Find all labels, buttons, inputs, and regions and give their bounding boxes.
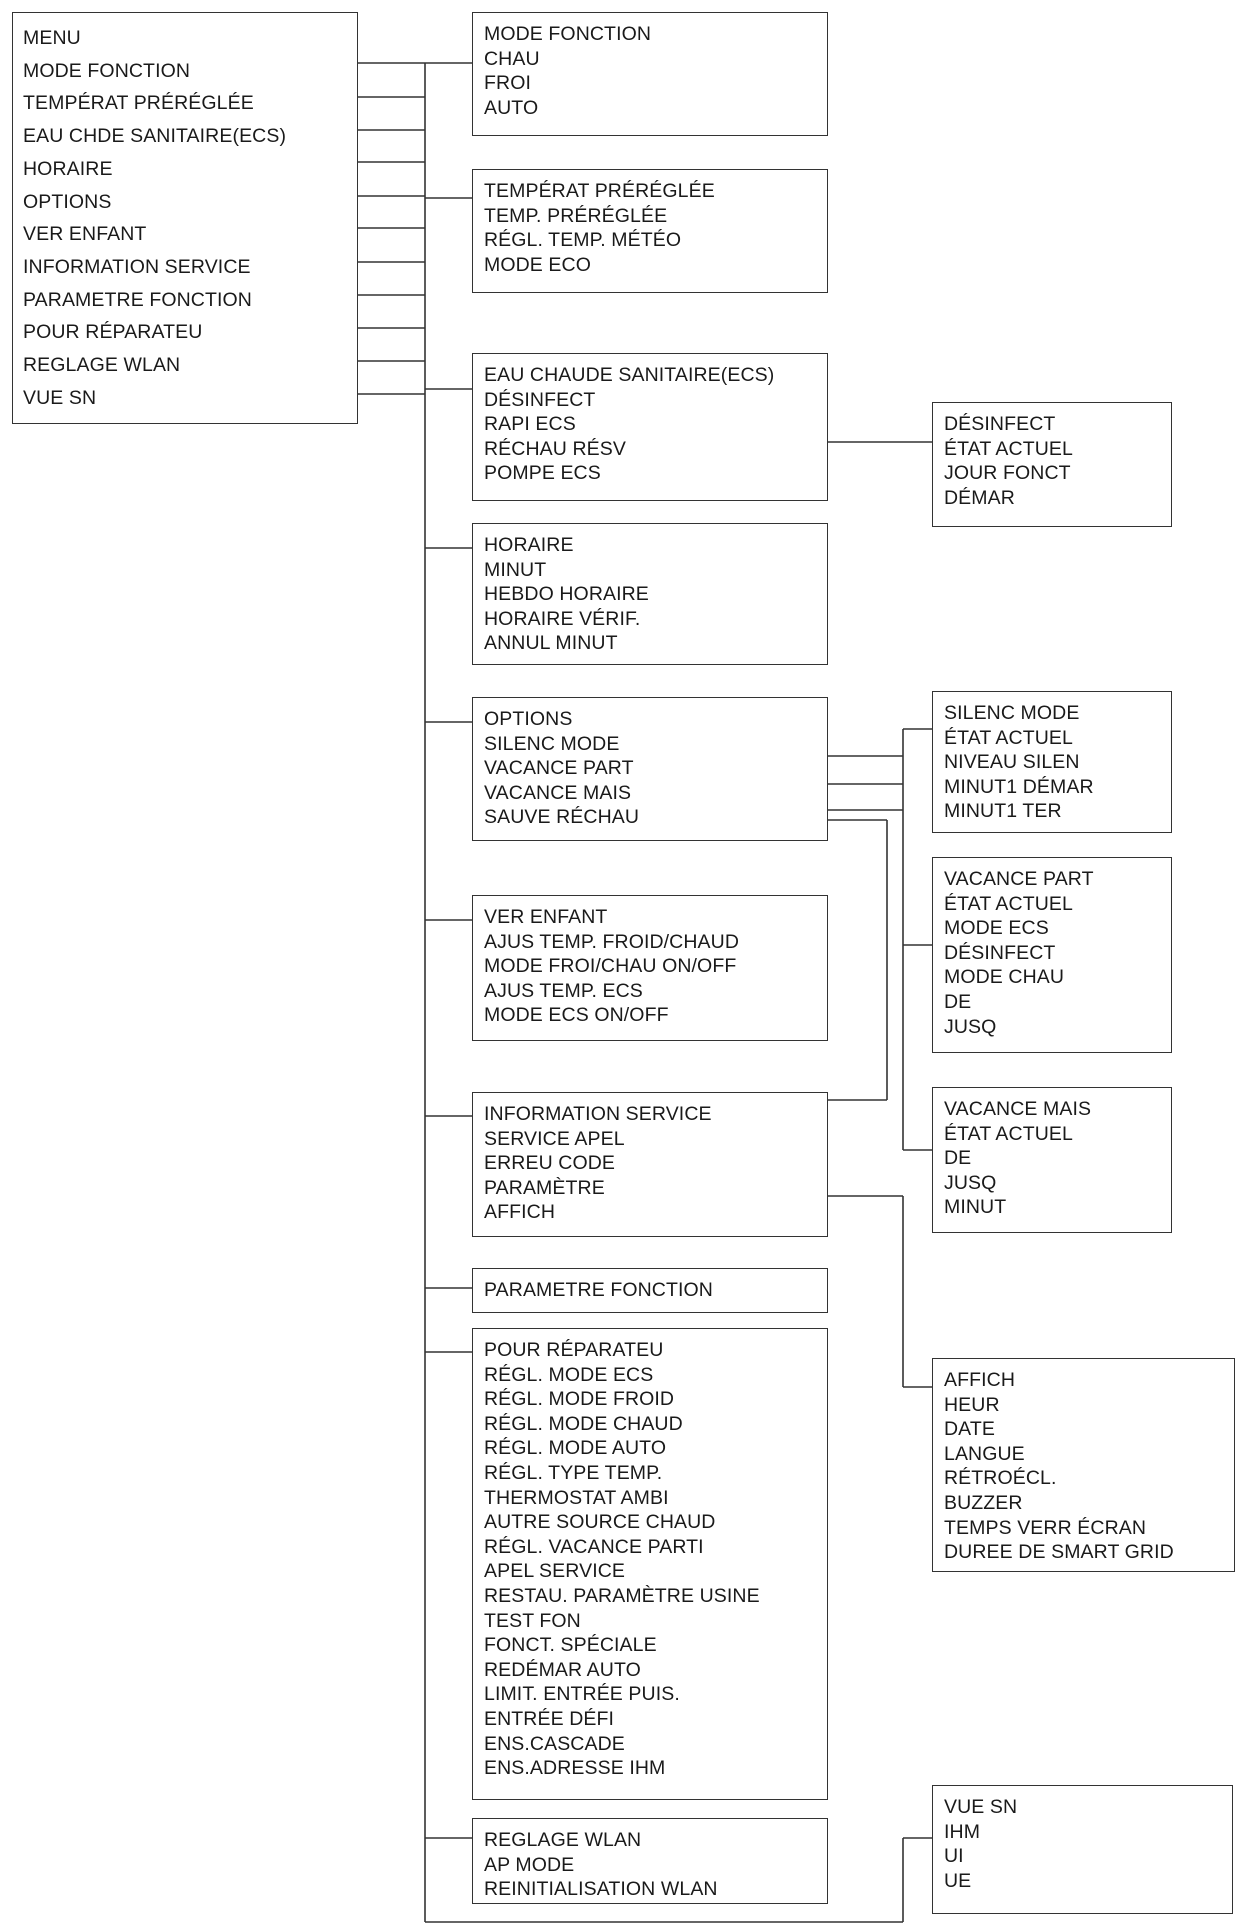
vacance-part-item: ÉTAT ACTUEL xyxy=(944,892,1073,915)
vacance-part-item: DÉSINFECT xyxy=(944,941,1056,964)
options-item: VACANCE PART xyxy=(484,757,634,780)
information-service-item: PARAMÈTRE xyxy=(484,1176,605,1199)
vacance-part-item: MODE ECS xyxy=(944,917,1049,940)
eau-chaude-sanitaire-title: EAU CHAUDE SANITAIRE(ECS) xyxy=(484,364,775,386)
detail-box-desinfect xyxy=(932,402,1172,527)
submenu-box-eau-chaude-sanitaire xyxy=(472,353,828,501)
information-service-title: INFORMATION SERVICE xyxy=(484,1103,712,1125)
mode-fonction-item: FROI xyxy=(484,72,531,95)
pour-reparateu-item: TEST FON xyxy=(484,1609,581,1632)
pour-reparateu-item: AUTRE SOURCE CHAUD xyxy=(484,1511,716,1534)
submenu-box-temperat-prereglee xyxy=(472,169,828,293)
pour-reparateu-item: FONCT. SPÉCIALE xyxy=(484,1634,657,1657)
pour-reparateu-item: LIMIT. ENTRÉE PUIS. xyxy=(484,1683,680,1706)
options-item: VACANCE MAIS xyxy=(484,781,632,804)
menu-item: TEMPÉRAT PRÉRÉGLÉE xyxy=(23,92,254,115)
reglage-wlan-item: AP MODE xyxy=(484,1853,575,1876)
silenc-mode-item: NIVEAU SILEN xyxy=(944,751,1080,774)
vacance-mais-title: VACANCE MAIS xyxy=(944,1098,1092,1120)
silenc-mode-item: MINUT1 TER xyxy=(944,800,1062,823)
vue-sn-item: IHM xyxy=(944,1820,981,1843)
ver-enfant-title: VER ENFANT xyxy=(484,906,608,928)
pour-reparateu-item: ENTRÉE DÉFI xyxy=(484,1707,615,1730)
silenc-mode-item: MINUT1 DÉMAR xyxy=(944,775,1094,798)
vacance-mais-item: JUSQ xyxy=(944,1171,997,1194)
pour-reparateu-item: RÉGL. MODE FROID xyxy=(484,1388,675,1411)
menu-item: REGLAGE WLAN xyxy=(23,354,181,377)
vue-sn-item: UE xyxy=(944,1869,972,1892)
information-service-item: AFFICH xyxy=(484,1201,556,1224)
affich-item: DATE xyxy=(944,1418,995,1441)
information-service-item: ERREU CODE xyxy=(484,1152,616,1175)
pour-reparateu-item: RÉGL. VACANCE PARTI xyxy=(484,1535,704,1558)
pour-reparateu-item: RÉGL. MODE AUTO xyxy=(484,1437,667,1460)
vacance-part-item: MODE CHAU xyxy=(944,966,1065,989)
mode-fonction-item: AUTO xyxy=(484,96,539,119)
desinfect-item: JOUR FONCT xyxy=(944,462,1071,485)
reglage-wlan-item: REINITIALISATION WLAN xyxy=(484,1878,718,1901)
affich-item: LANGUE xyxy=(944,1442,1025,1465)
information-service-item: SERVICE APEL xyxy=(484,1127,625,1150)
vacance-part-item: DE xyxy=(944,990,972,1013)
desinfect-item: ÉTAT ACTUEL xyxy=(944,437,1073,460)
mode-fonction-title: MODE FONCTION xyxy=(484,23,652,45)
temperat-prereglee-item: RÉGL. TEMP. MÉTÉO xyxy=(484,229,682,252)
pour-reparateu-item: RÉGL. TYPE TEMP. xyxy=(484,1461,663,1484)
menu-item: HORAIRE xyxy=(23,157,113,180)
temperat-prereglee-title: TEMPÉRAT PRÉRÉGLÉE xyxy=(484,180,715,202)
pour-reparateu-title: POUR RÉPARATEU xyxy=(484,1339,664,1361)
ver-enfant-item: MODE ECS ON/OFF xyxy=(484,1004,669,1027)
affich-title: AFFICH xyxy=(944,1369,1016,1391)
options-item: SAUVE RÉCHAU xyxy=(484,806,640,829)
vacance-mais-item: ÉTAT ACTUEL xyxy=(944,1122,1073,1145)
pour-reparateu-item: THERMOSTAT AMBI xyxy=(484,1486,669,1509)
options-title: OPTIONS xyxy=(484,708,573,730)
detail-box-silenc-mode xyxy=(932,691,1172,833)
menu-item: VUE SN xyxy=(23,386,97,409)
horaire-item: ANNUL MINUT xyxy=(484,632,618,655)
reglage-wlan-title: REGLAGE WLAN xyxy=(484,1829,642,1851)
horaire-item: MINUT xyxy=(484,558,547,581)
eau-chaude-sanitaire-item: RÉCHAU RÉSV xyxy=(484,437,626,460)
parametre-fonction-title: PARAMETRE FONCTION xyxy=(484,1279,713,1301)
menu-item: POUR RÉPARATEU xyxy=(23,321,203,344)
temperat-prereglee-item: TEMP. PRÉRÉGLÉE xyxy=(484,204,668,227)
submenu-box-ver-enfant xyxy=(472,895,828,1041)
menu-item: VER ENFANT xyxy=(23,223,147,246)
submenu-box-reglage-wlan xyxy=(472,1818,828,1904)
pour-reparateu-item: APEL SERVICE xyxy=(484,1560,626,1583)
desinfect-item: DÉMAR xyxy=(944,486,1015,509)
eau-chaude-sanitaire-item: DÉSINFECT xyxy=(484,388,596,411)
main-menu-box xyxy=(12,12,358,424)
pour-reparateu-item: ENS.ADRESSE IHM xyxy=(484,1757,666,1780)
horaire-item: HORAIRE VÉRIF. xyxy=(484,607,641,630)
menu-title: MENU xyxy=(23,27,81,49)
submenu-box-mode-fonction xyxy=(472,12,828,136)
vue-sn-item: UI xyxy=(944,1845,964,1868)
options-item: SILENC MODE xyxy=(484,732,620,755)
affich-item: HEUR xyxy=(944,1393,1000,1416)
pour-reparateu-item: ENS.CASCADE xyxy=(484,1732,625,1755)
submenu-box-horaire xyxy=(472,523,828,665)
submenu-box-parametre-fonction xyxy=(472,1268,828,1313)
silenc-mode-title: SILENC MODE xyxy=(944,702,1080,724)
mode-fonction-item: CHAU xyxy=(484,47,540,70)
pour-reparateu-item: REDÉMAR AUTO xyxy=(484,1658,641,1681)
pour-reparateu-item: RESTAU. PARAMÈTRE USINE xyxy=(484,1584,760,1607)
detail-box-vue-sn xyxy=(932,1785,1233,1914)
desinfect-title: DÉSINFECT xyxy=(944,413,1056,435)
eau-chaude-sanitaire-item: RAPI ECS xyxy=(484,413,576,436)
vue-sn-title: VUE SN xyxy=(944,1796,1018,1818)
vacance-part-item: JUSQ xyxy=(944,1015,997,1038)
horaire-item: HEBDO HORAIRE xyxy=(484,583,649,606)
temperat-prereglee-item: MODE ECO xyxy=(484,253,591,276)
affich-item: TEMPS VERR ÉCRAN xyxy=(944,1516,1147,1539)
affich-item: BUZZER xyxy=(944,1491,1023,1514)
ver-enfant-item: AJUS TEMP. FROID/CHAUD xyxy=(484,930,740,953)
detail-box-affich xyxy=(932,1358,1235,1572)
detail-box-vacance-mais xyxy=(932,1087,1172,1233)
silenc-mode-item: ÉTAT ACTUEL xyxy=(944,726,1073,749)
menu-item: MODE FONCTION xyxy=(23,59,191,82)
submenu-box-pour-reparateu xyxy=(472,1328,828,1800)
menu-item: INFORMATION SERVICE xyxy=(23,255,251,278)
vacance-part-title: VACANCE PART xyxy=(944,868,1094,890)
affich-item: DUREE DE SMART GRID xyxy=(944,1541,1174,1564)
pour-reparateu-item: RÉGL. MODE CHAUD xyxy=(484,1412,683,1435)
submenu-box-information-service xyxy=(472,1092,828,1237)
ver-enfant-item: MODE FROI/CHAU ON/OFF xyxy=(484,955,737,978)
ver-enfant-item: AJUS TEMP. ECS xyxy=(484,979,643,1002)
detail-box-vacance-part xyxy=(932,857,1172,1053)
submenu-box-options xyxy=(472,697,828,841)
pour-reparateu-item: RÉGL. MODE ECS xyxy=(484,1363,654,1386)
vacance-mais-item: MINUT xyxy=(944,1196,1007,1219)
affich-item: RÉTROÉCL. xyxy=(944,1467,1057,1490)
vacance-mais-item: DE xyxy=(944,1147,972,1170)
menu-item: EAU CHDE SANITAIRE(ECS) xyxy=(23,125,287,148)
eau-chaude-sanitaire-item: POMPE ECS xyxy=(484,462,601,485)
horaire-title: HORAIRE xyxy=(484,534,574,556)
menu-item: OPTIONS xyxy=(23,190,112,213)
menu-item: PARAMETRE FONCTION xyxy=(23,288,252,311)
